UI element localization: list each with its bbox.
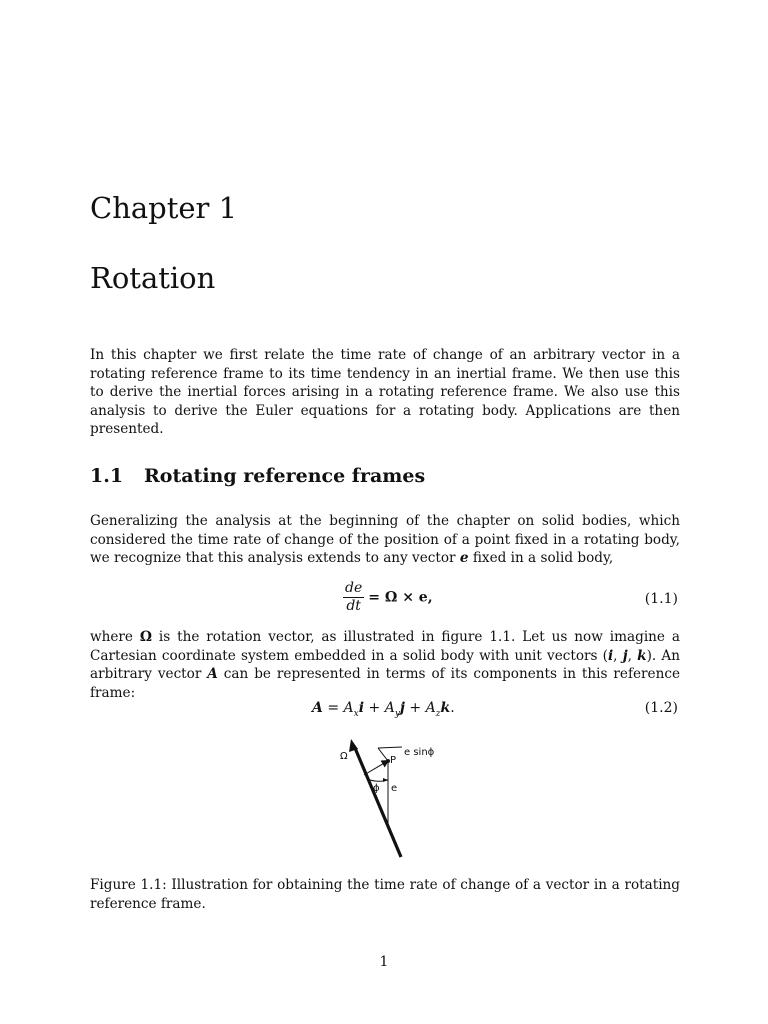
esin-line-2 <box>378 747 402 748</box>
chapter-number: Chapter 1 <box>90 191 238 225</box>
label-p: P <box>390 755 397 766</box>
equation-1-2 <box>90 698 680 738</box>
eq2-Ay: A <box>384 700 395 716</box>
eq2-plus-2: + <box>404 700 426 716</box>
equation-1-1-rhs: = Ω × e, <box>368 589 433 606</box>
equation-1-2-body <box>312 700 455 719</box>
unit-vector-k: k <box>637 647 647 664</box>
eq2-x-sub: x <box>353 708 359 719</box>
omega-symbol: Ω <box>139 629 152 645</box>
unit-vector-i: i <box>608 647 614 664</box>
section-title: Rotating reference frames <box>144 465 426 487</box>
section-heading <box>90 462 680 490</box>
eq2-Az: A <box>425 700 436 716</box>
section-number: 1.1 <box>90 465 124 487</box>
paragraph-2 <box>90 512 680 568</box>
eq2-y-sub: y <box>394 708 400 719</box>
paragraph-3-t2: is the rotation vector, as illustrated in figure 1.1. Let us now imagine a Cartesian coordinate system embedded in a solid body with unit vectors ( <box>90 629 680 664</box>
label-e-sin-phi: e sinϕ <box>404 747 435 758</box>
unit-vector-j: j <box>622 647 628 664</box>
label-phi: ϕ <box>373 783 380 794</box>
intro-paragraph: In this chapter we first relate the time rate of change of an arbitrary vector in a rotating reference frame to its time tendency in an inertial frame. We then use this to derive the inertial forces arising in a rotating reference frame. We also use this analysis to derive the Euler equations for a rotating body. Applications are then presented. <box>90 347 680 437</box>
equation-1-1 <box>90 580 680 620</box>
eq2-i: i <box>358 700 365 716</box>
eq2-plus-1: + <box>364 700 385 716</box>
equation-1-1-body <box>343 580 433 615</box>
esin-line-1 <box>378 748 388 761</box>
eq2-period: . <box>450 700 455 716</box>
paragraph-3-t4: can be represented in terms of its components in this reference frame: <box>90 666 680 701</box>
eq2-A: A <box>312 700 323 716</box>
label-e: e <box>391 783 398 794</box>
eq2-z-sub: z <box>435 708 441 719</box>
paragraph-3: where Ω is the rotation vector, as illustrated in figure 1.1. Let us now imagine a Cartesian coordinate system embedded in a solid body with unit vectors (i, j, k). An arbitrary vector A can be represented in terms of its components in this reference frame: <box>90 629 680 701</box>
vector-e: e <box>459 550 469 566</box>
vector-A: A <box>207 666 218 682</box>
eq2-equals: = <box>322 700 344 716</box>
label-omega: Ω <box>340 751 348 762</box>
paragraph-3-t3: ). An arbitrary vector <box>90 647 680 682</box>
phi-arc-arrowhead <box>383 778 388 782</box>
page-number: 1 <box>379 954 389 970</box>
equation-1-2-tag: (1.2) <box>644 700 678 716</box>
eq2-j: j <box>399 700 405 716</box>
paragraph-2-text-after: fixed in a solid body, <box>468 550 614 566</box>
paragraph-2-text-before: Generalizing the analysis at the beginning of the chapter on solid bodies, which considered the time rate of change of the position of a point fixed in a rotating body, we recognize that this analysis extends to any vector <box>90 513 680 566</box>
fraction-numerator: de <box>345 580 363 596</box>
fraction-denominator: dt <box>346 598 361 614</box>
eq2-Ax: A <box>343 700 354 716</box>
fraction-de-dt <box>343 580 364 615</box>
chapter-title: Rotation <box>90 261 216 295</box>
equation-1-1-tag: (1.1) <box>644 591 678 607</box>
figure-caption: Figure 1.1: Illustration for obtaining the time rate of change of a vector in a rotating reference frame. <box>90 877 680 912</box>
paragraph-3-t1: where <box>90 629 140 645</box>
figure-rotation-diagram <box>320 735 460 865</box>
eq2-k: k <box>440 700 451 716</box>
vector-e-arrow <box>364 762 386 775</box>
